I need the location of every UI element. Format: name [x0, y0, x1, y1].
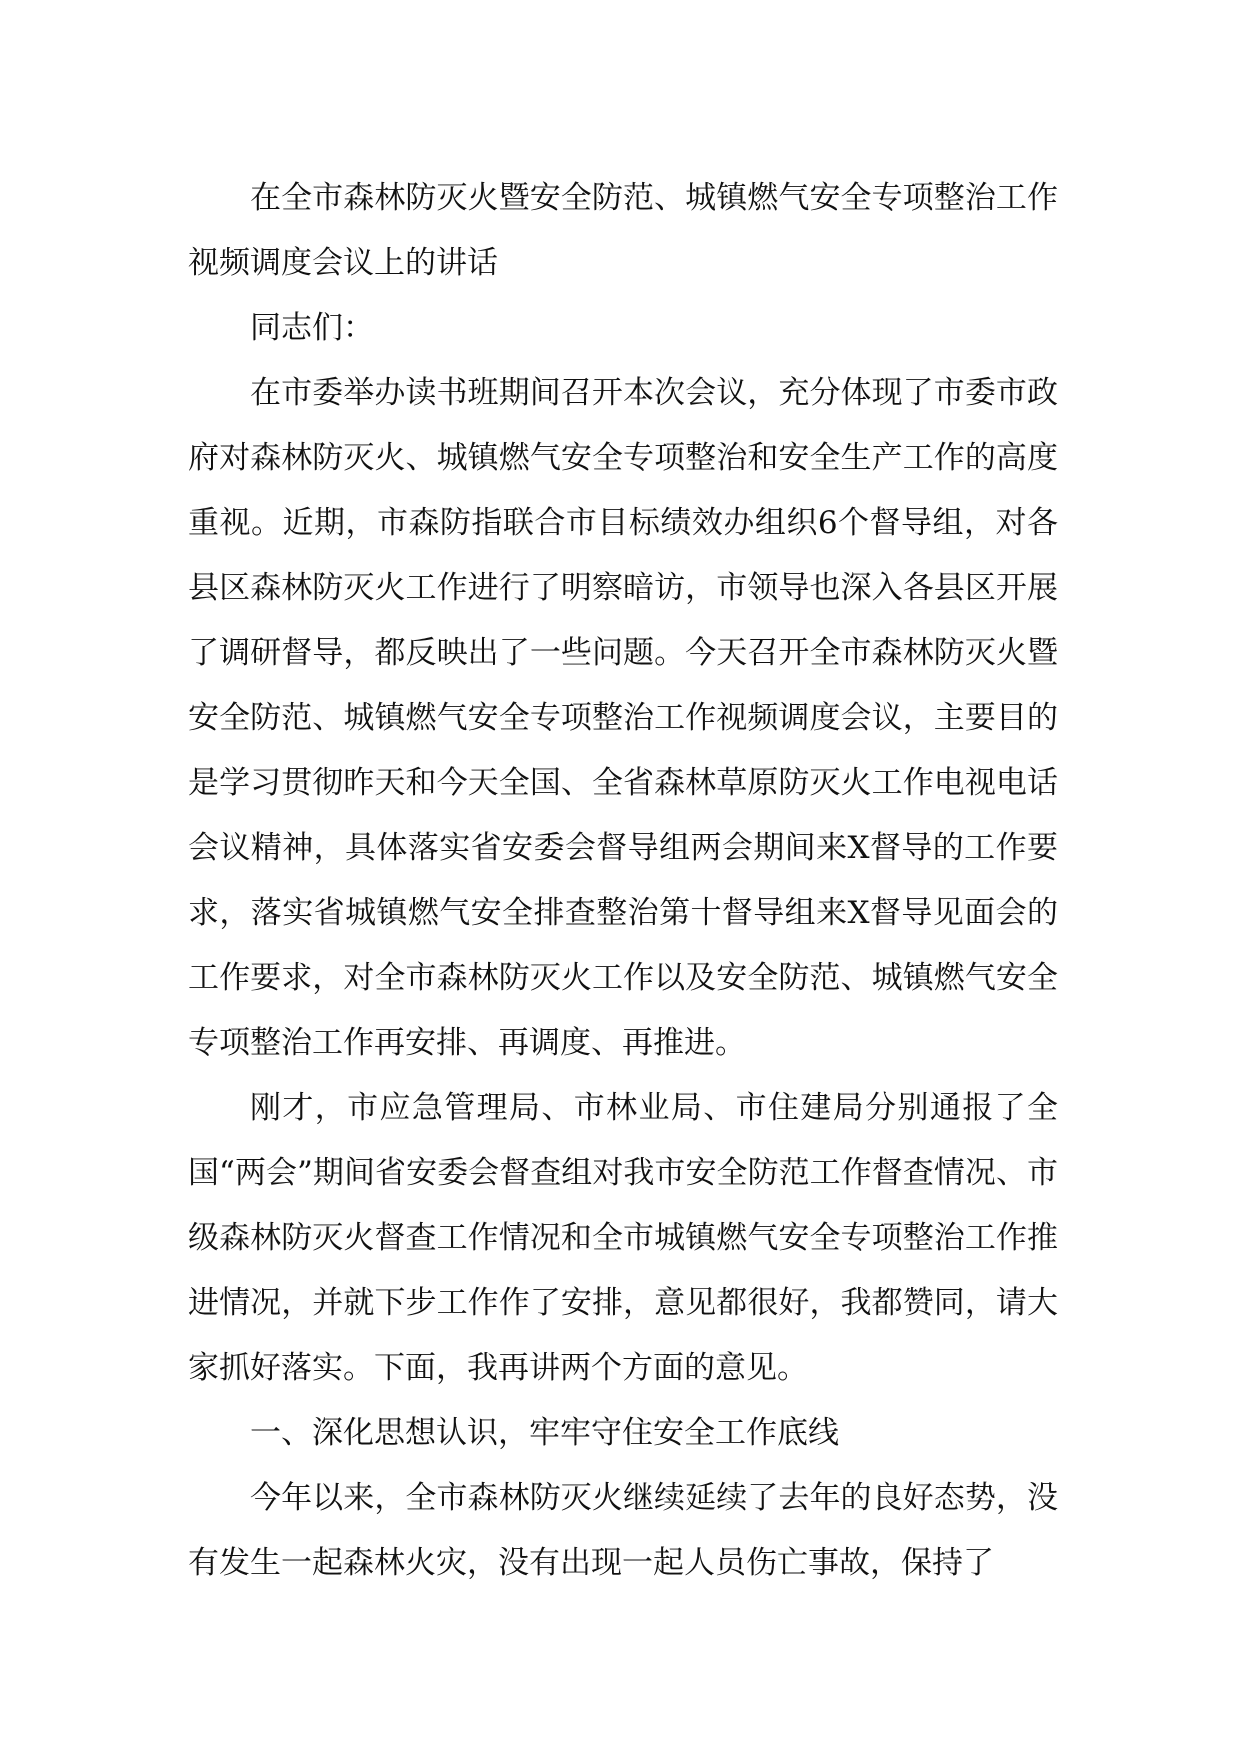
salutation: 同志们：	[250, 310, 374, 346]
paragraph-intro: 在市委举办读书班期间召开本次会议，充分体现了市委市政府对森林防灭火、城镇燃气安全专项整治和安全生产工作的高度重视。近期，市森防指联合市目标绩效办组织6个督导组，对各县区森林防灭火工作进行了明察暗访，市领导也深入各县区开展了调研督导，都反映出了一些问题。今天召开全市森林防灭火暨安全防范、城镇燃气安全专项整治工作视频调度会议，主要目的是学习贯彻昨天和今天全国、全省森林草原防灭火工作电视电话会议精神，具体落实省安委会督导组两会期间来X督导的工作要求，落实省城镇燃气安全排查整治第十督导组来X督导见面会的工作要求，对全市森林防灭火工作以及安全防范、城镇燃气安全专项整治工作再安排、再调度、再推进。	[188, 375, 1058, 1061]
paragraph-section-1: 今年以来，全市森林防灭火继续延续了去年的良好态势，没有发生一起森林火灾，没有出现一起人员伤亡事故，保持了	[188, 1480, 1058, 1581]
document-title: 在全市森林防灭火暨安全防范、城镇燃气安全专项整治工作视频调度会议上的讲话	[188, 180, 1058, 281]
paragraph-briefing: 刚才，市应急管理局、市林业局、市住建局分别通报了全国“两会”期间省安委会督查组对我市安全防范工作督查情况、市级森林防灭火督查工作情况和全市城镇燃气安全专项整治工作推进情况，并就下步工作作了安排，意见都很好，我都赞同，请大家抓好落实。下面，我再讲两个方面的意见。	[188, 1090, 1058, 1386]
document-body	[188, 166, 1058, 1596]
section-heading-1: 一、深化思想认识，牢牢守住安全工作底线	[250, 1415, 839, 1451]
